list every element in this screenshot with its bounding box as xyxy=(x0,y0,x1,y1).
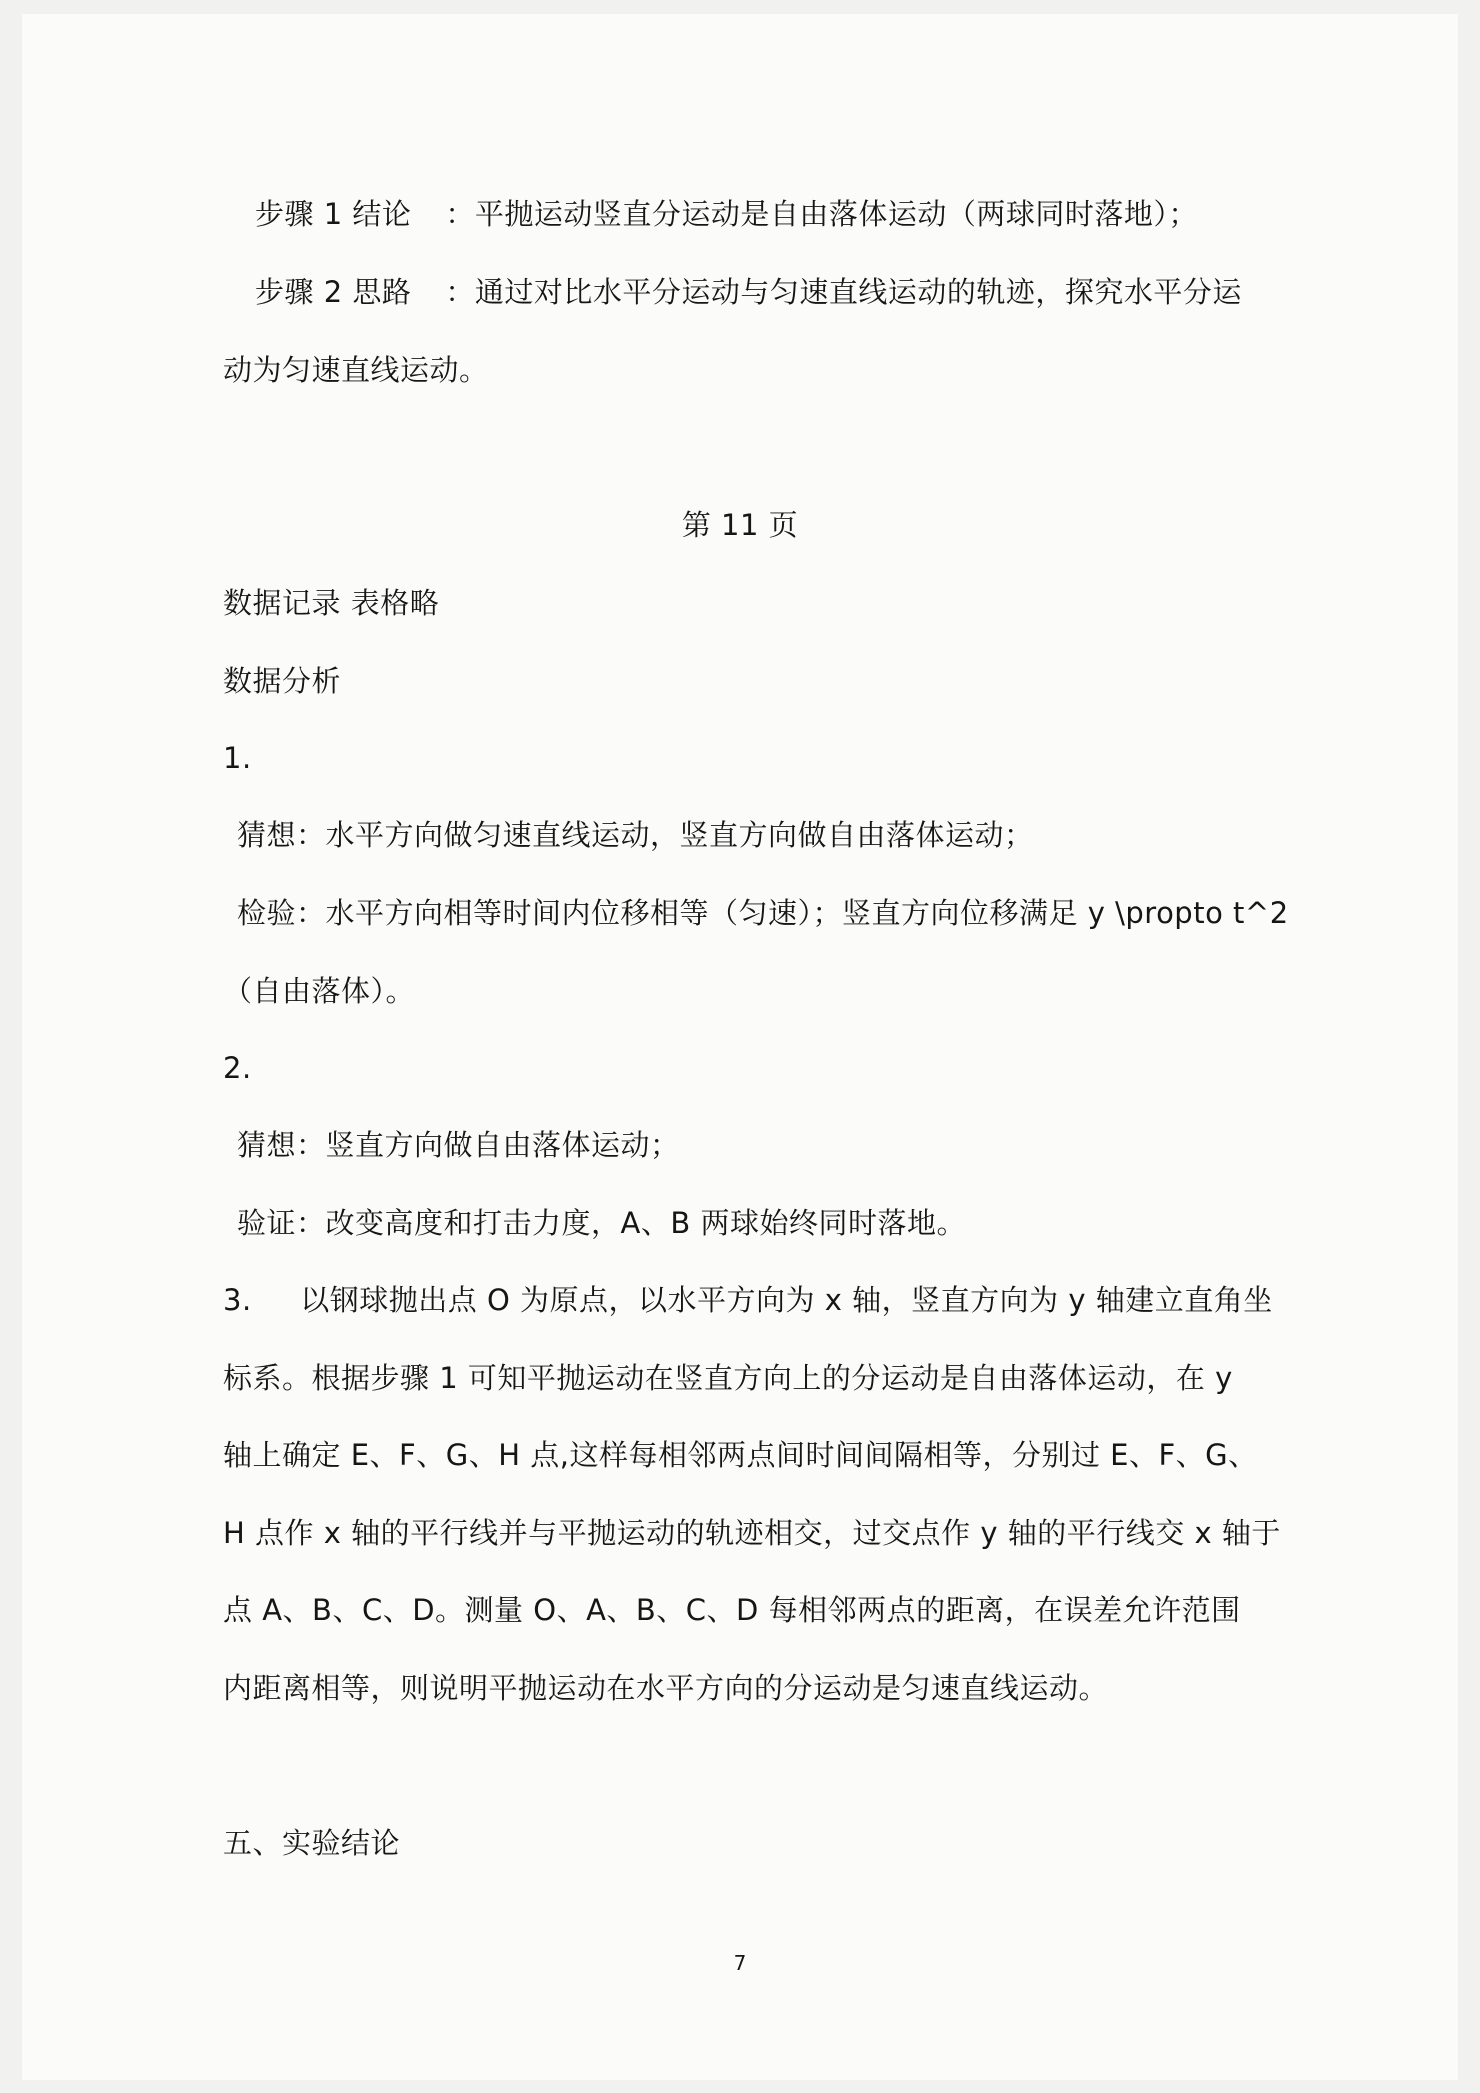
item1-guess: 猜想：水平方向做匀速直线运动，竖直方向做自由落体运动； xyxy=(237,818,1034,852)
data-record: 数据记录 表格略 xyxy=(223,586,440,620)
item3-line4: H 点作 x 轴的平行线并与平抛运动的轨迹相交，过交点作 y 轴的平行线交 x 轴于 xyxy=(223,1516,1281,1550)
step1-text: 平抛运动竖直分运动是自由落体运动（两球同时落地）； xyxy=(474,197,1198,231)
step2-approach-line1 xyxy=(255,272,1242,312)
item2-number: 2. xyxy=(223,1051,252,1085)
item3-line2: 标系。根据步骤 1 可知平抛运动在竖直方向上的分运动是自由落体运动，在 y xyxy=(223,1361,1233,1395)
step1-conclusion xyxy=(255,194,1198,234)
section5-heading: 五、实验结论 xyxy=(223,1826,401,1860)
document-page xyxy=(22,14,1458,2080)
item1-number: 1. xyxy=(223,741,252,775)
item3-line3: 轴上确定 E、F、G、H 点,这样每相邻两点间时间间隔相等，分别过 E、F、G、 xyxy=(223,1438,1258,1472)
step2-colon: ： xyxy=(445,275,475,309)
step2-label: 步骤 2 思路 xyxy=(255,275,412,309)
page-number: 7 xyxy=(733,1951,747,1975)
item3-line5: 点 A、B、C、D。测量 O、A、B、C、D 每相邻两点的距离，在误差允许范围 xyxy=(223,1593,1241,1627)
step2-text-line1: 通过对比水平分运动与匀速直线运动的轨迹，探究水平分运 xyxy=(474,275,1242,309)
item3-line6: 内距离相等，则说明平抛运动在水平方向的分运动是匀速直线运动。 xyxy=(223,1671,1109,1705)
item2-guess: 猜想：竖直方向做自由落体运动； xyxy=(237,1128,680,1162)
section-page-label: 第 11 页 xyxy=(681,508,799,542)
item1-check-line1: 检验：水平方向相等时间内位移相等（匀速）；竖直方向位移满足 y \propto t^2 xyxy=(237,896,1289,930)
item2-verify: 验证：改变高度和打击力度，A、B 两球始终同时落地。 xyxy=(237,1206,966,1240)
step1-label: 步骤 1 结论 xyxy=(255,197,412,231)
step2-text-line2: 动为匀速直线运动。 xyxy=(223,353,489,387)
item1-check-line2: （自由落体）。 xyxy=(223,974,416,1008)
item3-line1: 3. 以钢球抛出点 O 为原点，以水平方向为 x 轴，竖直方向为 y 轴建立直角坐 xyxy=(223,1283,1273,1317)
step1-colon: ： xyxy=(445,197,475,231)
data-analysis-heading: 数据分析 xyxy=(223,664,342,698)
